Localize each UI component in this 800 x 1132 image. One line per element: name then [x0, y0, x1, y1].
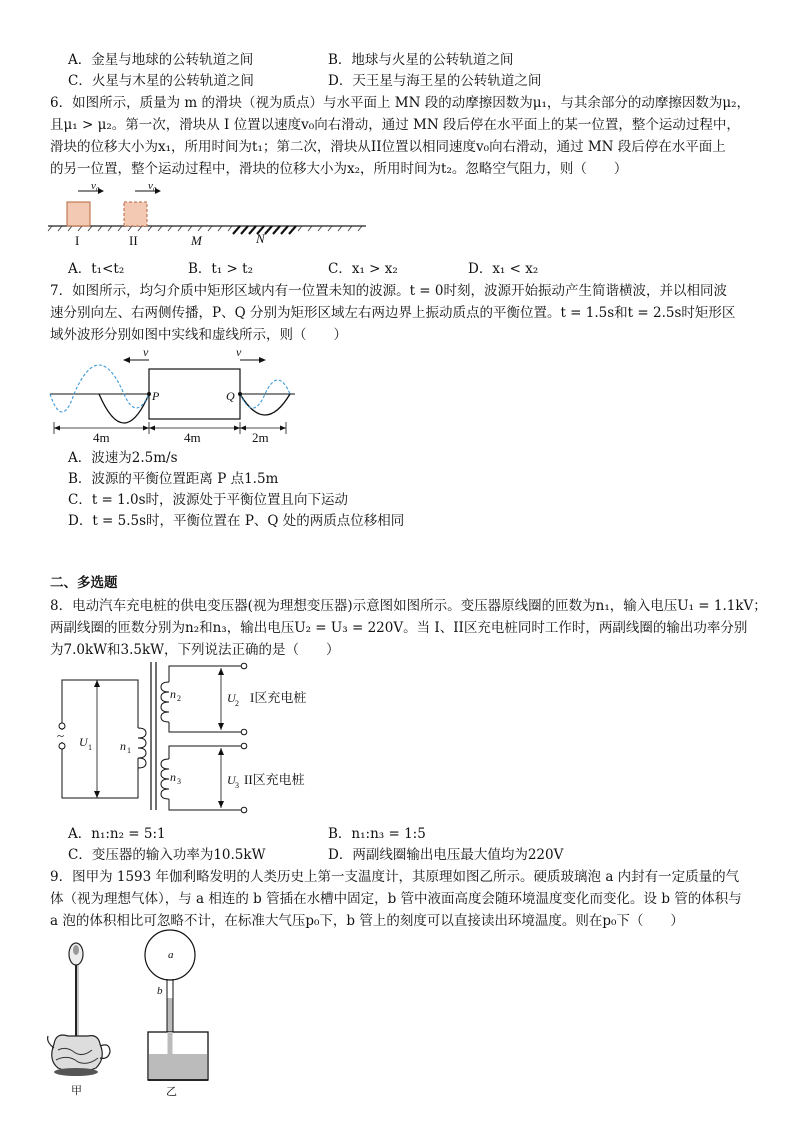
- q7-option-b: B．波源的平衡位置距离 P 点1.5m: [68, 471, 279, 487]
- q7-option-c: C．t = 1.0s时，波源处于平衡位置且向下运动: [68, 492, 349, 508]
- q9-stem-line: 体（视为理想气体），与 a 相连的 b 管插在水槽中固定，b 管中液面高度会随环境温度变化而变化。设 b 管的体积与: [50, 891, 742, 907]
- q7-stem-line: 7．如图所示，均匀介质中矩形区域内有一位置未知的波源。t = 0时刻，波源开始振动产生简谐横波，并以相同波: [50, 283, 727, 299]
- figure-label-yi: 乙: [166, 1086, 177, 1098]
- u2-subscript: 2: [235, 699, 239, 708]
- section-title: 二、多选题: [50, 575, 118, 591]
- velocity-label-right: v: [236, 345, 242, 359]
- figure-label-jia: 甲: [71, 1085, 82, 1097]
- q6-option-a: A．t₁<t₂: [68, 261, 125, 277]
- q8-stem-line: 两副线圈的匝数分别为n₂和n₃，输出电压U₂ = U₃ = 220V。当 I、II区充电桩同时工作时，两副线圈的输出功率分别: [50, 620, 748, 636]
- secondary-coil-2: [161, 759, 169, 799]
- q6-option-b: B．t₁ > t₂: [188, 261, 253, 277]
- distance-label-3: 2m: [252, 430, 269, 445]
- q7-option-a: A．波速为2.5m/s: [68, 450, 178, 466]
- n3-label: n: [170, 770, 176, 784]
- n2-subscript: 2: [177, 694, 181, 703]
- u1-label: U: [79, 735, 88, 749]
- v0-label: v₀: [148, 180, 157, 192]
- q7-figure: [50, 346, 300, 446]
- q5-option-a: A．金星与地球的公转轨道之间: [68, 52, 254, 68]
- n1-subscript: 1: [127, 746, 131, 755]
- q8-option-b: B．n₁:n₃ = 1:5: [328, 826, 426, 842]
- q5-option-d: D．天王星与海王星的公转轨道之间: [328, 73, 542, 89]
- u3-subscript: 3: [235, 781, 239, 790]
- u2-label: U: [227, 691, 236, 705]
- point-p-label: P: [152, 389, 160, 403]
- q6-stem-line: 6．如图所示，质量为 m 的滑块（视为质点）与水平面上 MN 段的动摩擦因数为μ₁，与其余部分的动摩擦因数为μ₂，: [50, 95, 751, 111]
- q8-option-a: A．n₁:n₂ = 5:1: [68, 826, 166, 842]
- q6-option-d: D．x₁ < x₂: [468, 261, 539, 277]
- galileo-thermoscope-illustration: [44, 936, 114, 1096]
- velocity-label-left: v: [143, 345, 149, 359]
- q6-figure: [48, 178, 378, 250]
- q8-transformer-figure: [50, 660, 340, 820]
- n2-label: n: [170, 687, 176, 701]
- block-position-1: [67, 202, 90, 226]
- q6-option-c: C．x₁ > x₂: [328, 261, 398, 277]
- q7-option-d: D．t = 5.5s时，平衡位置在 P、Q 处的两质点位移相同: [68, 513, 405, 529]
- position-2-label: II: [129, 233, 138, 248]
- q8-option-c: C．变压器的输入功率为10.5kW: [68, 847, 266, 863]
- q9-stem-line: 9．图甲为 1593 年伽利略发明的人类历史上第一支温度计，其原理如图乙所示。硬质玻璃泡 a 内封有一定质量的气: [50, 869, 740, 885]
- q8-option-d: D．两副线圈输出电压最大值均为220V: [328, 847, 564, 863]
- n1-label: n: [120, 739, 126, 753]
- point-m-label: M: [191, 233, 202, 248]
- load-1-label: I区充电桩: [250, 690, 307, 705]
- n3-subscript: 3: [177, 777, 181, 786]
- solid-waveform-right: [240, 394, 290, 415]
- q6-stem-line: 的另一位置，整个运动过程中，滑块的位移大小为x₂，所用时间为t₂。忽略空气阻力，则（ ）: [50, 161, 628, 177]
- q8-stem-line: 为7.0kW和3.5kW，下列说法正确的是（ ）: [50, 642, 340, 658]
- tube-b-label: b: [157, 985, 163, 997]
- ac-source-icon: ~: [57, 728, 65, 743]
- q9-stem-line: a 泡的体积相比可忽略不计，在标准大气压p₀下，b 管上的刻度可以直接读出环境温度。则在p₀下（ ）: [50, 913, 684, 929]
- q8-stem-line: 8．电动汽车充电桩的供电变压器(视为理想变压器)示意图如图所示。变压器原线圈的匝数为n₁，输入电压U₁ = 1.1kV；: [50, 598, 767, 614]
- q5-option-c: C．火星与木星的公转轨道之间: [68, 73, 254, 89]
- q5-option-b: B．地球与火星的公转轨道之间: [328, 52, 514, 68]
- secondary-coil-1: [161, 682, 169, 722]
- solid-waveform-left: [99, 394, 149, 423]
- point-n-label: N: [256, 231, 265, 246]
- distance-label-2: 4m: [184, 430, 201, 445]
- u3-label: U: [227, 773, 236, 787]
- q7-stem-line: 域外波形分别如图中实线和虚线所示，则（ ）: [50, 327, 347, 343]
- q6-stem-line: 且μ₁ > μ₂。第一次，滑块从 I 位置以速度v₀向右滑动，通过 MN 段后停在水平面上的某一位置，整个运动过程中，: [50, 117, 740, 133]
- q6-stem-line: 滑块的位移大小为x₁，所用时间为t₁；第二次，滑块从II位置以相同速度v₀向右滑动，通过 MN 段后停在水平面上: [50, 139, 726, 155]
- bulb-a-label: a: [168, 949, 174, 961]
- q7-stem-line: 速分别向左、右两侧传播，P、Q 分别为矩形区域左右两边界上振动质点的平衡位置。t = 1.5s和t = 2.5s时矩形区: [50, 305, 736, 321]
- dashed-waveform-left: [50, 365, 149, 412]
- point-q-label: Q: [226, 389, 235, 403]
- thermoscope-principle-diagram: [140, 928, 230, 1098]
- primary-coil: [138, 728, 146, 768]
- distance-label-1: 4m: [93, 430, 110, 445]
- v0-label: v₀: [91, 180, 100, 192]
- block-position-2: [124, 202, 147, 226]
- u1-subscript: 1: [88, 743, 92, 752]
- load-2-label: II区充电桩: [244, 772, 305, 787]
- position-1-label: I: [75, 233, 80, 248]
